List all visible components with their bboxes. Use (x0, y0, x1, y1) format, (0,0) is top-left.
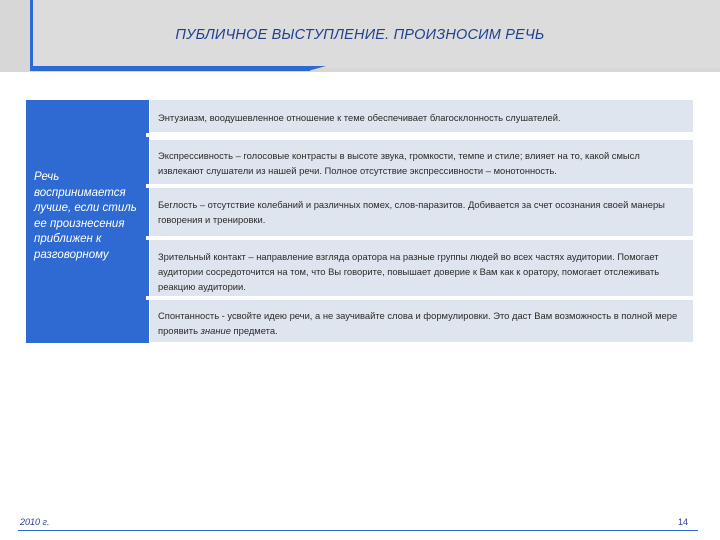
content-item-enthusiasm (150, 100, 693, 134)
header-accent-tail (308, 66, 326, 71)
slide-title: ПУБЛИЧНОЕ ВЫСТУПЛЕНИЕ. ПРОИЗНОСИМ РЕЧЬ (175, 27, 545, 43)
content-item-text: Энтузиазм, воодушевленное отношение к теме обеспечивает благосклонность слушателей. (158, 112, 561, 123)
content-item-text: Беглость – отсутствие колебаний и различных помех, слов-паразитов. Добивается за счет осознания своей манеры говорения и тренировки. (158, 199, 665, 225)
content-item-text-part: Спонтанность - усвойте идею речи, а не заучивайте слова и формулировки. Это даст Вам возможность в полной мере проявить (158, 310, 678, 336)
footer-line (18, 530, 698, 531)
content-item-spontaneity (150, 300, 693, 344)
side-note: Речь воспринимается лучше, если стиль ее произнесения приближен к разговорному (34, 171, 137, 261)
content-item-text-part: предмета. (230, 325, 278, 336)
footer-year: 2010 г. (20, 517, 50, 527)
content-item-fluency (150, 188, 693, 238)
content-item-expressiveness (150, 140, 693, 186)
content-item-eye-contact (150, 240, 693, 298)
content-item-text: Экспрессивность – голосовые контрасты в высоте звука, громкости, темпе и стиле; влияет на то, какой смысл извлекают слушатели из нашей речи. Полное отсутствие экспрессивности – монотонность. (158, 150, 640, 176)
content-item-text: Зрительный контакт – направление взгляда оратора на разные группы людей во всех частях аудитории. Помогает аудитории сосредоточится на том, что Вы говорите, повышает доверие к Вам как к оратору, помогает отслеживать реакцию аудитории. (158, 251, 660, 292)
page-number: 14 (678, 517, 689, 527)
header-accent-line (30, 66, 310, 71)
content-item-emphasis: знание (200, 325, 231, 336)
content-item-text (158, 308, 685, 338)
